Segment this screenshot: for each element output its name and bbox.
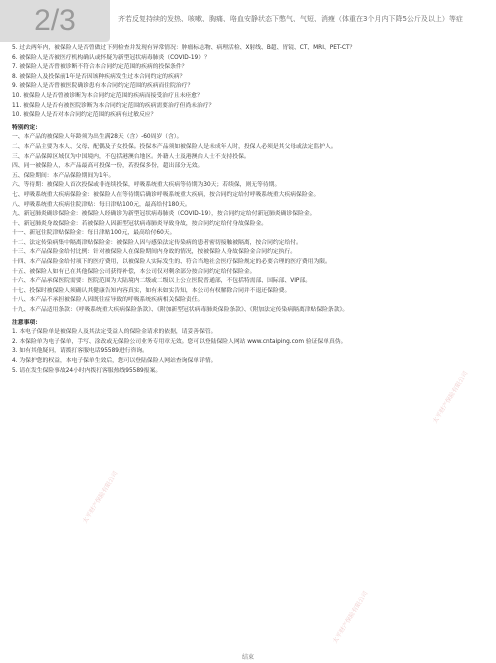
question-item: 6. 被保险人是否被医疗机构确认或怀疑为新型冠状病毒肺炎（COVID-19）？ [12, 54, 210, 61]
company-watermark: 太平财产保险有限公司 [431, 370, 470, 425]
special-term-item: 二、本产品主要为本人、父母、配偶及子女投保。投保本产品须如被保险人是未成年人时，投保人必须是其父母或法定监护人。 [12, 143, 337, 150]
question-item: 9. 被保险人是否曾被医院确诊患有本合同约定范围的疾病而住院治疗？ [12, 83, 194, 90]
special-term-item: 十八、本产品不承担被保险人因既往症导致的呼吸系统疾病相关保险责任。 [12, 297, 204, 304]
page-indicator: 2/3 [0, 0, 110, 42]
header-continuation-text: 齐若反复持续的发热、咳嗽、胸痛、咯血安静状态下憋气、气短、消瘦（体重在3个月内下降5公斤及以上）等症 [118, 15, 463, 23]
notice-item: 4. 为保护您的权益，本电子保单生效后，您可以登陆保险人网站查询保单详情。 [12, 358, 217, 364]
question-item: 8. 被保险人及投保前1年是否因该种疾病发生过本合同约定的疾病？ [12, 73, 186, 80]
special-term-item: 三、本产品保障区域仅为中国境内，不包括港澳台地区。外籍人士及港澳台人士不支持投保。 [12, 153, 250, 160]
special-term-item: 四、同一被保险人，本产品最高可投保一份，若投保多份，超出部分无效。 [12, 163, 204, 170]
special-term-item: 五、保险期间：本产品保险期间为1年。 [12, 172, 115, 179]
question-item: 10. 被保险人是否对本合同约定范围的疾病有过敏反应？ [12, 112, 157, 119]
notice-item: 3. 如有其他疑问，请拨打客服电话95589进行咨询。 [12, 348, 148, 355]
special-term-item: 六、等待期：被保险人首次投保或非连续投保，呼吸系统重大疾病等待期为30天；若续保，则无等待期。 [12, 182, 281, 189]
notice-title: 注意事项： [12, 319, 41, 326]
special-term-item: 十一、新冠住院津贴保险金：每日津贴100元，最高给付60天。 [12, 230, 176, 237]
health-questions [12, 44, 486, 121]
end-marker: 结束 [241, 654, 254, 661]
company-watermark: 太平财产保险有限公司 [331, 590, 370, 645]
question-item: 11. 被保险人是否有被医院诊断为本合同约定范围的疾病需要治疗但尚未治疗？ [12, 102, 215, 109]
notice-list [12, 328, 486, 376]
document-body [12, 44, 486, 376]
question-item: 10. 被保险人是否曾被诊断为本合同约定范围的疾病而接受治疗且未痊愈？ [12, 92, 203, 99]
special-term-item: 十、新冠肺炎身故保险金：若被保险人因新型冠状病毒肺炎导致身故，按合同约定给付身故保险金。 [12, 220, 268, 227]
notice-item: 5. 请在发生保险事故24小时内拨打客服热线95589报案。 [12, 367, 162, 374]
special-terms-title: 特别约定： [12, 124, 41, 131]
question-item: 7. 被保险人是否曾被诊断不符合本合同约定范围的疾病的投保条件？ [12, 64, 188, 71]
special-term-item: 十九、本产品适用条款：《呼吸系统重大疾病保险条款》、《附加新型冠状病毒肺炎保险条款》、《附加法定传染病隔离津贴保险条款》。 [12, 307, 349, 314]
special-term-item: 一、本产品的被保险人年龄须为出生满28天（含）-60周岁（含）。 [12, 134, 183, 141]
notice-item: 2. 本保险单为电子保单，手写、涂改或无保险公司业务专用章无效。您可以登陆保险人网站 www.cntaiping.com 验证保单真伪。 [12, 338, 347, 345]
special-term-item: 九、新冠肺炎确诊保险金：被保险人经确诊为新型冠状病毒肺炎（COVID-19），按合同约定给付新冠肺炎确诊保险金。 [12, 211, 316, 218]
special-term-item: 七、呼吸系统重大疾病保险金：被保险人在等待期后确诊呼吸系统重大疾病，按合同约定给付呼吸系统重大疾病保险金。 [12, 191, 320, 198]
special-terms-list [12, 133, 486, 315]
special-term-item: 八、呼吸系统重大疾病住院津贴：每日津贴100元，最高给付180天。 [12, 201, 191, 208]
special-term-item: 十二、法定传染病集中隔离津贴保险金：被保险人因与感染法定传染病的患者密切接触被隔离，按合同约定给付。 [12, 239, 302, 246]
question-item: 5. 过去两年内，被保险人是否曾做过下列检查并发现有异常情况：肿瘤标志物、病理活检、X射线、B超、胃镜、CT、MRI、PET-CT？ [12, 45, 356, 51]
special-term-item: 十七、投保时被保险人须确认其健康告知内容真实，如有未如实告知，本公司有权解除合同并不退还保险费。 [12, 287, 291, 294]
special-term-item: 十五、被保险人如有已在其他保险公司获得补偿，本公司仅对剩余部分按合同约定给付保险金。 [12, 268, 256, 275]
special-term-item: 十六、本产品承保医院需要：医院范围为大陆境内二级或二级以上公立医院普通部，不包括特需部、国际部、VIP部。 [12, 278, 312, 285]
special-term-item: 十三、本产品保险金给付比例：针对被保险人在保险期间内身故的情况，按被保险人身故保险金合同约定执行。 [12, 249, 297, 256]
special-term-item: 十四、本产品保险金给付项下的医疗费用，以被保险人实际发生的、符合当地社会医疗保险规定的必要合理的医疗费用为限。 [12, 259, 331, 266]
company-watermark: 太平财产保险有限公司 [81, 470, 120, 525]
notice-item: 1. 本电子保险单是被保险人及其法定受益人的保险金请求的依据，请妥善保管。 [12, 329, 217, 336]
